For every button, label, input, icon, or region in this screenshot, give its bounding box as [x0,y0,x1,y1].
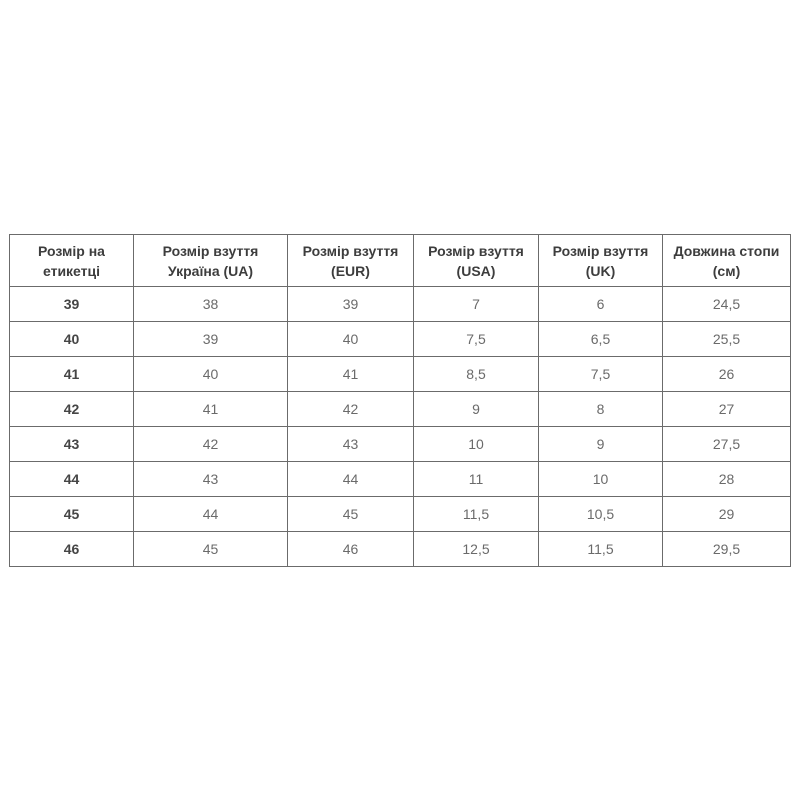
size-value-cell: 11,5 [414,497,539,532]
size-value-cell: 28 [663,462,791,497]
size-value-cell: 42 [134,427,288,462]
label-size-cell: 43 [10,427,134,462]
header-usa-size: Розмір взуття (USA) [414,235,539,287]
size-value-cell: 40 [134,357,288,392]
size-value-cell: 11,5 [539,532,663,567]
table-row [10,532,791,567]
size-value-cell: 9 [539,427,663,462]
table-row [10,497,791,532]
size-value-cell: 29,5 [663,532,791,567]
size-value-cell: 8 [539,392,663,427]
label-size-cell: 41 [10,357,134,392]
size-value-cell: 43 [134,462,288,497]
header-ua-size: Розмір взуття Україна (UA) [134,235,288,287]
size-value-cell: 26 [663,357,791,392]
size-value-cell: 6,5 [539,322,663,357]
size-value-cell: 7,5 [539,357,663,392]
size-value-cell: 41 [134,392,288,427]
size-value-cell: 41 [288,357,414,392]
table-row [10,392,791,427]
size-value-cell: 25,5 [663,322,791,357]
size-value-cell: 38 [134,287,288,322]
label-size-cell: 45 [10,497,134,532]
size-value-cell: 11 [414,462,539,497]
label-size-cell: 40 [10,322,134,357]
size-value-cell: 7,5 [414,322,539,357]
size-value-cell: 44 [288,462,414,497]
header-eur-size: Розмір взуття (EUR) [288,235,414,287]
label-size-cell: 44 [10,462,134,497]
table-header-row [10,235,791,287]
size-value-cell: 8,5 [414,357,539,392]
size-value-cell: 39 [134,322,288,357]
size-value-cell: 7 [414,287,539,322]
size-value-cell: 24,5 [663,287,791,322]
header-foot-length: Довжина стопи (см) [663,235,791,287]
size-value-cell: 10,5 [539,497,663,532]
shoe-size-table [9,234,791,567]
size-value-cell: 43 [288,427,414,462]
size-value-cell: 10 [414,427,539,462]
size-table-body [10,287,791,567]
table-row [10,322,791,357]
label-size-cell: 39 [10,287,134,322]
size-value-cell: 27,5 [663,427,791,462]
size-value-cell: 42 [288,392,414,427]
table-row [10,287,791,322]
size-value-cell: 10 [539,462,663,497]
label-size-cell: 46 [10,532,134,567]
header-uk-size: Розмір взуття (UK) [539,235,663,287]
table-row [10,462,791,497]
size-value-cell: 45 [288,497,414,532]
table-row [10,357,791,392]
size-value-cell: 46 [288,532,414,567]
size-value-cell: 27 [663,392,791,427]
table-row [10,427,791,462]
size-value-cell: 40 [288,322,414,357]
header-label-size: Розмір на етикетці [10,235,134,287]
size-value-cell: 45 [134,532,288,567]
size-value-cell: 44 [134,497,288,532]
label-size-cell: 42 [10,392,134,427]
size-value-cell: 29 [663,497,791,532]
size-value-cell: 9 [414,392,539,427]
size-value-cell: 12,5 [414,532,539,567]
size-value-cell: 6 [539,287,663,322]
size-value-cell: 39 [288,287,414,322]
